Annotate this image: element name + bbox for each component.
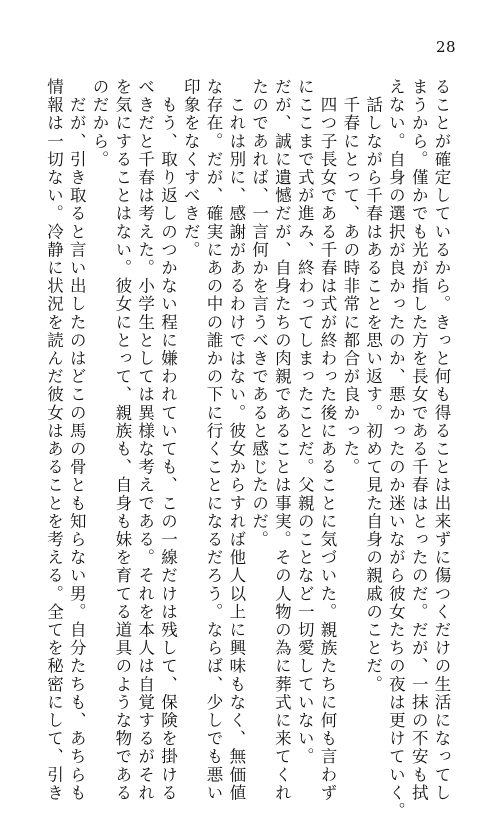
text-line: な存在。だが、確実にあの中の誰かの下に行くことになるだろう。ならば、少しでも悪い bbox=[204, 78, 224, 802]
text-line: だが、誠に遺憾だが、自身たちの肉親であることは事実。その人物の為に葬式に来てくれ bbox=[272, 78, 292, 802]
text-line: のだから。 bbox=[90, 78, 110, 169]
text-line: べきだと千春は考えた。小学生としては異様な考えである。それを本人は自覚するがそれ bbox=[135, 78, 155, 802]
text-line: まうから。僅かでも光が指した方を長女である千春はとったのだ。だが、一抹の不安も拭 bbox=[409, 78, 429, 802]
text-line: 印象をなくすべきだ。 bbox=[181, 78, 201, 259]
text-line: 千春にとって、あの時非常に都合が良かった。 bbox=[340, 78, 360, 477]
text-line: を気にすることはない。彼女にとって、親族も、自身も妹を育てる道具のような物である bbox=[112, 78, 132, 802]
text-line: もう、取り返しのつかない程に嫌われていても、この一線だけは残して、保険を掛ける bbox=[158, 78, 178, 802]
text-line: たのであれば、一言何かを言うべきであると感じたのだ。 bbox=[249, 78, 269, 549]
text-line: 情報は一切ない。冷静に状況を読んだ彼女はあることを考える。全てを秘密にして、引き bbox=[44, 78, 64, 802]
text-line: 四つ子長女である千春は式が終わった後にあることに気づいた。親族たちに何も言わず bbox=[318, 78, 338, 802]
body-text bbox=[44, 78, 452, 820]
text-line: にここまで式が進み、終わってしまったことだ。父親のことなど一切愛していない。 bbox=[295, 78, 315, 766]
page-number: 28 bbox=[436, 38, 457, 56]
text-line: だが、引き取ると言い出したのはどこの馬の骨とも知らない男。自分たちも、あちらも bbox=[67, 78, 87, 802]
text-line: えない。自身の選択が良かったのか、悪かったのか迷いながら彼女たちの夜は更けていく。 bbox=[386, 78, 406, 820]
text-line: 話しながら千春はあることを思い返す。初めて見た自身の親戚のことだ。 bbox=[363, 78, 383, 694]
text-line: これは別に、感謝があるわけではない。彼女からすれば他人以上に興味もなく、無価値 bbox=[226, 78, 246, 802]
text-line: ることが確定しているから。きっと何も得ることは出来ずに傷つくだけの生活になってし bbox=[432, 78, 451, 802]
